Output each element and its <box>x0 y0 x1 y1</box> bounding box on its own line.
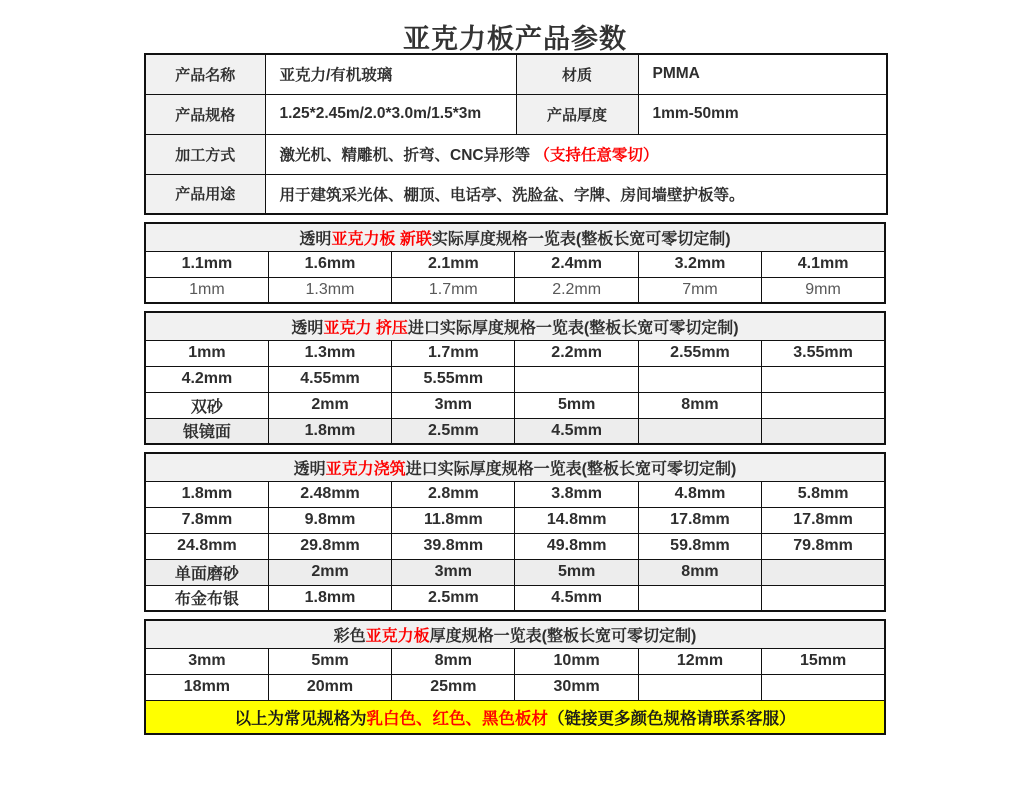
title-suffix: 实际厚度规格一览表(整板长宽可零切定制) <box>431 230 731 248</box>
processing-text: 激光机、精雕机、折弯、CNC异形等 <box>279 147 535 164</box>
table-row <box>145 674 885 700</box>
thickness-cell <box>762 585 885 611</box>
content-area <box>144 53 886 735</box>
thickness-cell <box>638 418 761 444</box>
thickness-cell: 3mm <box>145 648 268 674</box>
thickness-cell: 3.8mm <box>515 481 638 507</box>
footer-note <box>145 700 885 734</box>
thickness-cell: 1.8mm <box>268 418 391 444</box>
table-row <box>145 94 887 134</box>
table-row <box>145 559 885 585</box>
product-spec-table <box>144 53 888 215</box>
table-title <box>145 223 885 251</box>
surface-type-cell: 布金布银 <box>145 585 268 611</box>
table-row <box>145 585 885 611</box>
thickness-cell: 2mm <box>268 392 391 418</box>
thickness-cell: 2.2mm <box>515 340 638 366</box>
table-row <box>145 418 885 444</box>
thickness-cell: 3.2mm <box>638 251 761 277</box>
thickness-cell: 1.3mm <box>268 277 391 303</box>
surface-type-cell: 双砂 <box>145 392 268 418</box>
table-row <box>145 251 885 277</box>
table-row <box>145 507 885 533</box>
spec-label-usage: 产品用途 <box>145 174 265 214</box>
thickness-cell: 1.8mm <box>145 481 268 507</box>
thickness-cell: 11.8mm <box>392 507 515 533</box>
thickness-cell: 4.1mm <box>762 251 885 277</box>
thickness-cell: 5.55mm <box>392 366 515 392</box>
surface-type-cell: 单面磨砂 <box>145 559 268 585</box>
table-title <box>145 453 885 481</box>
thickness-cell: 2.1mm <box>392 251 515 277</box>
thickness-cell: 3.55mm <box>762 340 885 366</box>
thickness-cell <box>515 366 638 392</box>
surface-type-cell: 银镜面 <box>145 418 268 444</box>
thickness-cell: 4.5mm <box>515 418 638 444</box>
thickness-cell: 1mm <box>145 340 268 366</box>
table-row <box>145 533 885 559</box>
table-header-row <box>145 453 885 481</box>
thickness-cell: 10mm <box>515 648 638 674</box>
thickness-cell <box>762 674 885 700</box>
thickness-cell: 17.8mm <box>762 507 885 533</box>
table-row <box>145 340 885 366</box>
thickness-cell: 17.8mm <box>638 507 761 533</box>
processing-note-red: （支持任意零切） <box>534 147 659 164</box>
thickness-cell: 5mm <box>268 648 391 674</box>
thickness-cell: 59.8mm <box>638 533 761 559</box>
thickness-cell: 2.5mm <box>392 418 515 444</box>
title-suffix: 进口实际厚度规格一览表(整板长宽可零切定制) <box>405 460 737 478</box>
thickness-cell: 15mm <box>762 648 885 674</box>
thickness-cell <box>638 674 761 700</box>
thickness-cell: 5.8mm <box>762 481 885 507</box>
spec-value-product-name: 亚克力/有机玻璃 <box>265 54 516 94</box>
thickness-cell: 24.8mm <box>145 533 268 559</box>
thickness-cell: 2mm <box>268 559 391 585</box>
spec-value-usage: 用于建筑采光体、棚顶、电话亭、洗脸盆、字牌、房间墙壁护板等。 <box>265 174 887 214</box>
thickness-cell: 4.55mm <box>268 366 391 392</box>
spec-value-thickness: 1mm-50mm <box>638 94 887 134</box>
spec-label-product-name: 产品名称 <box>145 54 265 94</box>
table-row <box>145 366 885 392</box>
thickness-cell: 29.8mm <box>268 533 391 559</box>
thickness-cell: 4.5mm <box>515 585 638 611</box>
thickness-cell: 2.48mm <box>268 481 391 507</box>
thickness-cell: 3mm <box>392 559 515 585</box>
title-prefix: 彩色 <box>333 627 366 645</box>
table-row <box>145 54 887 94</box>
thickness-cell <box>762 559 885 585</box>
table-row <box>145 392 885 418</box>
thickness-cell: 8mm <box>638 392 761 418</box>
table-header-row <box>145 312 885 340</box>
thickness-cell <box>762 418 885 444</box>
xinlian-thickness-table <box>144 222 886 304</box>
thickness-cell: 4.8mm <box>638 481 761 507</box>
thickness-cell: 2.4mm <box>515 251 638 277</box>
thickness-cell: 8mm <box>392 648 515 674</box>
jiaozhu-thickness-table <box>144 452 886 612</box>
table-row <box>145 481 885 507</box>
thickness-cell: 5mm <box>515 392 638 418</box>
thickness-cell <box>762 366 885 392</box>
thickness-cell: 1.7mm <box>392 340 515 366</box>
thickness-cell <box>638 585 761 611</box>
thickness-cell <box>638 366 761 392</box>
thickness-cell: 2.2mm <box>515 277 638 303</box>
spec-value-processing <box>265 134 887 174</box>
thickness-cell <box>762 392 885 418</box>
title-prefix: 透明 <box>299 230 332 248</box>
thickness-cell: 18mm <box>145 674 268 700</box>
thickness-cell: 4.2mm <box>145 366 268 392</box>
jiya-thickness-table <box>144 311 886 445</box>
footer-note-row <box>145 700 885 734</box>
thickness-cell: 1.7mm <box>392 277 515 303</box>
thickness-cell: 1.6mm <box>268 251 391 277</box>
table-row <box>145 174 887 214</box>
spec-value-material: PMMA <box>638 54 887 94</box>
thickness-cell: 49.8mm <box>515 533 638 559</box>
footer-prefix: 以上为常见规格为 <box>234 709 367 728</box>
spec-label-processing: 加工方式 <box>145 134 265 174</box>
table-row <box>145 277 885 303</box>
thickness-cell: 1.1mm <box>145 251 268 277</box>
title-red: 亚克力板 <box>365 627 430 645</box>
title-prefix: 透明 <box>293 460 326 478</box>
thickness-cell: 2.5mm <box>392 585 515 611</box>
thickness-cell: 8mm <box>638 559 761 585</box>
title-suffix: 厚度规格一览表(整板长宽可零切定制) <box>429 627 697 645</box>
thickness-cell: 7.8mm <box>145 507 268 533</box>
thickness-cell: 2.55mm <box>638 340 761 366</box>
table-row <box>145 134 887 174</box>
thickness-cell: 12mm <box>638 648 761 674</box>
page-title: 亚克力板产品参数 <box>403 24 627 54</box>
thickness-cell: 9mm <box>762 277 885 303</box>
table-title <box>145 620 885 648</box>
thickness-cell: 5mm <box>515 559 638 585</box>
thickness-cell: 39.8mm <box>392 533 515 559</box>
thickness-cell: 30mm <box>515 674 638 700</box>
thickness-cell: 7mm <box>638 277 761 303</box>
spec-label-size: 产品规格 <box>145 94 265 134</box>
table-title <box>145 312 885 340</box>
footer-suffix: （链接更多颜色规格请联系客服） <box>548 709 796 728</box>
title-red: 亚克力 挤压 <box>323 319 408 337</box>
table-row <box>145 648 885 674</box>
color-board-thickness-table <box>144 619 886 735</box>
thickness-cell: 9.8mm <box>268 507 391 533</box>
thickness-cell: 1.8mm <box>268 585 391 611</box>
title-red: 亚克力板 新联 <box>331 230 432 248</box>
thickness-cell: 79.8mm <box>762 533 885 559</box>
spec-label-material: 材质 <box>516 54 638 94</box>
thickness-cell: 25mm <box>392 674 515 700</box>
thickness-cell: 20mm <box>268 674 391 700</box>
spec-value-size: 1.25*2.45m/2.0*3.0m/1.5*3m <box>265 94 516 134</box>
thickness-cell: 3mm <box>392 392 515 418</box>
table-header-row <box>145 223 885 251</box>
spec-label-thickness: 产品厚度 <box>516 94 638 134</box>
thickness-cell: 2.8mm <box>392 481 515 507</box>
thickness-cell: 1.3mm <box>268 340 391 366</box>
table-header-row <box>145 620 885 648</box>
title-red: 亚克力浇筑 <box>325 460 406 478</box>
thickness-cell: 14.8mm <box>515 507 638 533</box>
footer-red: 乳白色、红色、黑色板材 <box>366 709 548 728</box>
thickness-cell: 1mm <box>145 277 268 303</box>
title-prefix: 透明 <box>291 319 324 337</box>
title-suffix: 进口实际厚度规格一览表(整板长宽可零切定制) <box>407 319 739 337</box>
